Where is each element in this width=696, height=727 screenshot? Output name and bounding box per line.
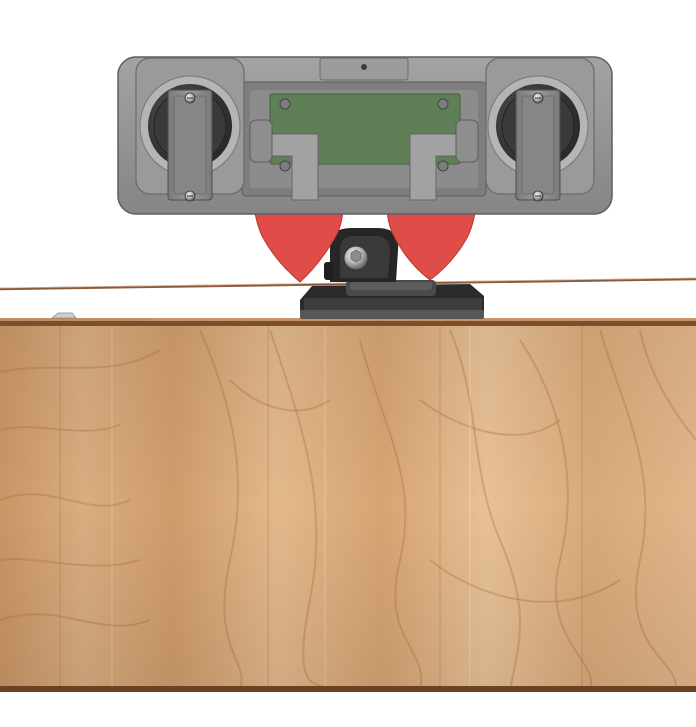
wood-block [0, 313, 696, 727]
servo-left [136, 58, 244, 201]
servo-right [486, 58, 594, 201]
